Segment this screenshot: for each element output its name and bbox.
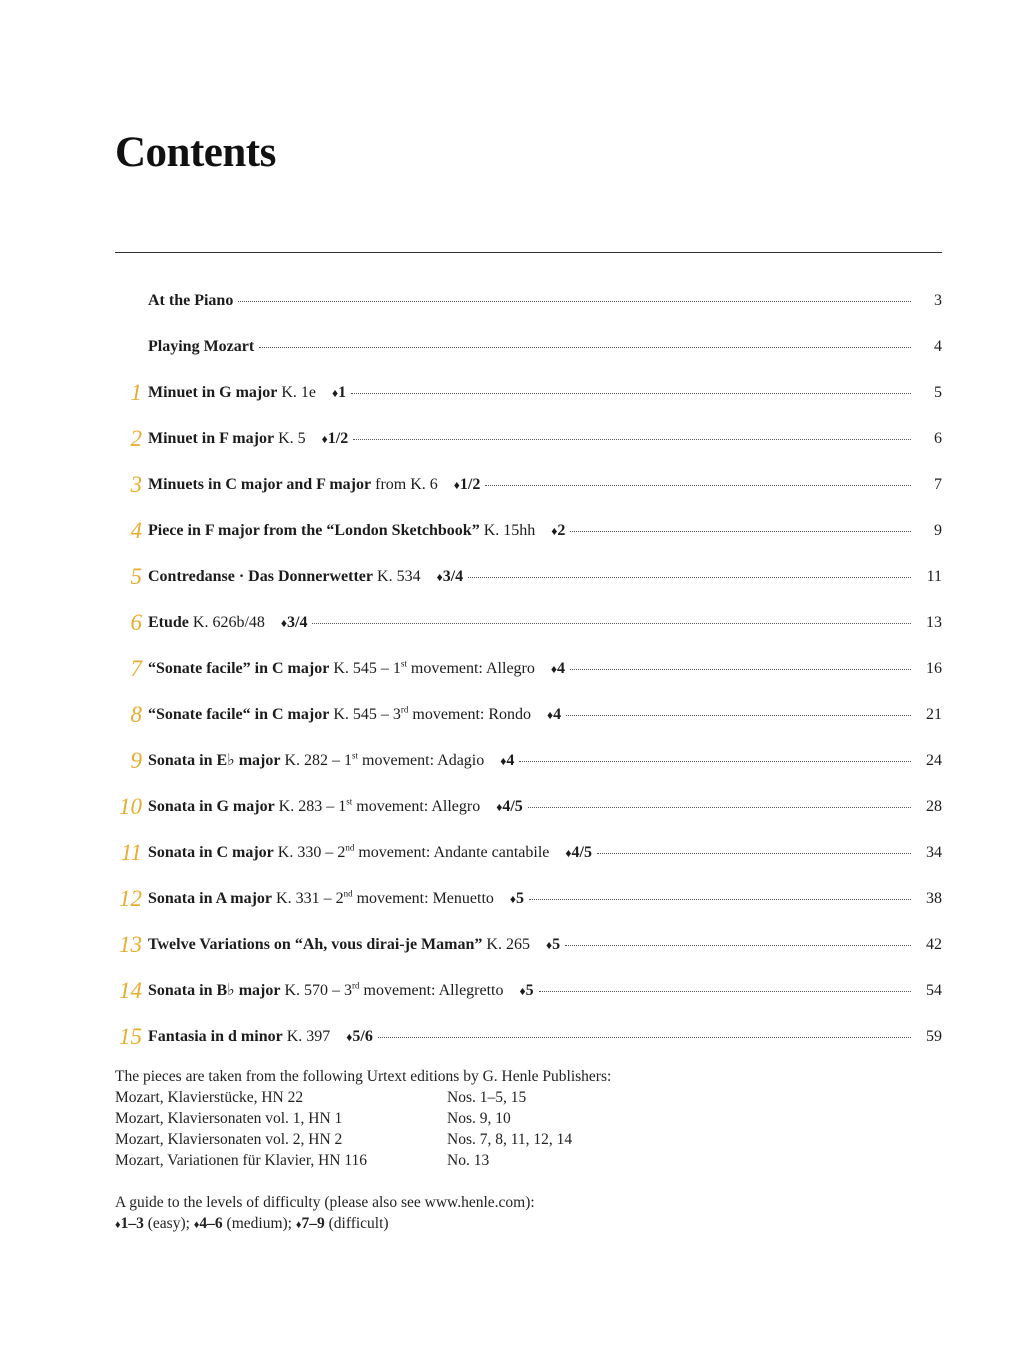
page-number: 11 bbox=[926, 568, 942, 585]
page-number: 13 bbox=[926, 614, 942, 631]
edition-title: Mozart, Klaviersonaten vol. 2, HN 2 bbox=[115, 1131, 343, 1148]
page-number: 28 bbox=[926, 798, 942, 815]
diamond-icon: ♦ bbox=[509, 892, 517, 906]
toc-entry[interactable] bbox=[115, 692, 942, 738]
level-label: (difficult) bbox=[324, 1215, 389, 1232]
entry-number: 4 bbox=[130, 518, 142, 544]
entry-body bbox=[148, 750, 942, 769]
difficulty-value: 5 bbox=[525, 982, 534, 999]
entry-number: 7 bbox=[130, 656, 142, 682]
difficulty-level bbox=[551, 523, 565, 539]
toc-entry[interactable] bbox=[115, 876, 942, 922]
entry-ordinal: st bbox=[400, 658, 407, 669]
diamond-icon: ♦ bbox=[321, 432, 328, 446]
page-number: 34 bbox=[926, 844, 942, 861]
toc-entry[interactable] bbox=[115, 1014, 942, 1060]
edition-row bbox=[115, 1129, 942, 1150]
toc-entry[interactable] bbox=[115, 370, 942, 416]
entry-body bbox=[148, 658, 942, 677]
diamond-icon: ♦ bbox=[496, 800, 503, 814]
level-label: (easy); bbox=[143, 1215, 194, 1232]
source-notes bbox=[115, 1066, 942, 1236]
dot-leader bbox=[351, 393, 911, 394]
page-number: 9 bbox=[934, 522, 942, 539]
entry-movement: movement: Rondo bbox=[408, 706, 532, 723]
difficulty-value: 5 bbox=[552, 936, 561, 953]
entry-title bbox=[148, 750, 485, 769]
entry-title bbox=[148, 431, 306, 447]
entry-number: 13 bbox=[119, 932, 142, 958]
difficulty-value: 4 bbox=[506, 752, 515, 769]
diamond-icon: ♦ bbox=[193, 1219, 200, 1231]
dot-leader bbox=[539, 991, 911, 992]
entry-body bbox=[148, 937, 942, 953]
diamond-icon: ♦ bbox=[547, 708, 554, 722]
entry-body bbox=[148, 888, 942, 907]
entry-title-bold: Playing Mozart bbox=[148, 338, 255, 355]
toc-entry[interactable] bbox=[115, 968, 942, 1014]
page-number: 5 bbox=[934, 384, 942, 401]
entry-number: 6 bbox=[130, 610, 142, 636]
toc-entry[interactable] bbox=[115, 784, 942, 830]
entry-body bbox=[148, 339, 942, 355]
entry-title bbox=[148, 937, 530, 953]
entry-catalog: K. 1e bbox=[277, 384, 316, 401]
entry-catalog: K. 283 – 1 bbox=[274, 798, 347, 815]
difficulty-level bbox=[510, 891, 524, 907]
edition-numbers: Nos. 9, 10 bbox=[447, 1110, 511, 1127]
entry-title bbox=[148, 569, 421, 585]
entry-body bbox=[148, 293, 942, 309]
entry-number: 9 bbox=[130, 748, 142, 774]
entry-body bbox=[148, 1029, 942, 1045]
edition-row bbox=[115, 1087, 942, 1108]
entry-title-bold: At the Piano bbox=[148, 292, 234, 309]
entry-catalog: K. 15hh bbox=[479, 522, 536, 539]
entry-movement: movement: Andante cantabile bbox=[354, 844, 550, 861]
dot-leader bbox=[353, 439, 911, 440]
difficulty-level bbox=[281, 615, 308, 631]
entry-title bbox=[148, 339, 254, 355]
toc-entry[interactable] bbox=[115, 278, 942, 324]
entry-title bbox=[148, 658, 535, 677]
difficulty-level bbox=[346, 1029, 373, 1045]
entry-catalog: K. 282 – 1 bbox=[280, 752, 353, 769]
difficulty-value: 3/4 bbox=[287, 614, 308, 631]
difficulty-value: 3/4 bbox=[442, 568, 464, 585]
toc-entry[interactable] bbox=[115, 738, 942, 784]
toc-entry[interactable] bbox=[115, 462, 942, 508]
entry-body bbox=[148, 615, 942, 631]
edition-numbers: No. 13 bbox=[447, 1152, 490, 1169]
level-label: (medium); bbox=[222, 1215, 296, 1232]
difficulty-level bbox=[519, 983, 533, 999]
difficulty-guide bbox=[115, 1192, 942, 1236]
entry-number: 15 bbox=[119, 1024, 142, 1050]
entry-ordinal: rd bbox=[400, 704, 409, 715]
dot-leader bbox=[378, 1037, 911, 1038]
entry-movement: movement: Allegro bbox=[406, 660, 535, 677]
entry-title bbox=[148, 842, 550, 861]
edition-title: Mozart, Klaviersonaten vol. 1, HN 1 bbox=[115, 1110, 343, 1127]
dot-leader bbox=[570, 531, 911, 532]
dot-leader bbox=[485, 485, 911, 486]
entry-title bbox=[148, 1029, 330, 1045]
dot-leader bbox=[259, 347, 911, 348]
difficulty-level bbox=[496, 799, 523, 815]
difficulty-value: 4 bbox=[557, 660, 565, 677]
page-number: 6 bbox=[934, 430, 942, 447]
entry-title bbox=[148, 523, 535, 539]
toc-entry[interactable] bbox=[115, 922, 942, 968]
entry-movement: movement: Menuetto bbox=[352, 890, 494, 907]
diamond-icon: ♦ bbox=[295, 1219, 302, 1231]
page-number: 42 bbox=[926, 936, 942, 953]
level-range: 4–6 bbox=[199, 1215, 223, 1232]
dot-leader bbox=[529, 899, 911, 900]
diamond-icon: ♦ bbox=[453, 478, 460, 492]
diamond-icon: ♦ bbox=[550, 662, 557, 676]
page-number: 16 bbox=[926, 660, 942, 677]
difficulty-level bbox=[454, 477, 481, 493]
entry-number: 11 bbox=[120, 840, 142, 866]
page-number: 7 bbox=[934, 476, 942, 493]
entry-title-bold: Minuet in F major bbox=[148, 430, 275, 447]
entry-movement: movement: Allegro bbox=[352, 798, 481, 815]
difficulty-level bbox=[437, 569, 464, 585]
entry-title bbox=[148, 704, 532, 723]
entry-catalog: K. 265 bbox=[482, 936, 530, 953]
entry-movement: movement: Allegretto bbox=[359, 982, 504, 999]
difficulty-value: 1/2 bbox=[327, 430, 349, 447]
difficulty-value: 4/5 bbox=[502, 798, 523, 815]
entry-title-bold: Minuets in C major and F major bbox=[148, 476, 372, 493]
entry-title-bold: Twelve Variations on “Ah, vous dirai-je Maman” bbox=[148, 936, 483, 953]
diamond-icon: ♦ bbox=[436, 570, 443, 584]
page-number: 38 bbox=[926, 890, 942, 907]
entry-body bbox=[148, 704, 942, 723]
entry-body bbox=[148, 477, 942, 493]
dot-leader bbox=[597, 853, 911, 854]
entry-number: 14 bbox=[119, 978, 142, 1004]
entry-catalog: K. 534 bbox=[373, 568, 421, 585]
entry-number: 10 bbox=[119, 794, 142, 820]
entry-title bbox=[148, 980, 504, 999]
entry-number: 3 bbox=[130, 472, 142, 498]
page-number: 24 bbox=[926, 752, 942, 769]
difficulty-value: 4/5 bbox=[571, 844, 592, 861]
entry-number: 1 bbox=[130, 380, 142, 406]
contents-list bbox=[115, 278, 942, 1060]
page-number: 3 bbox=[934, 292, 942, 309]
page-number: 21 bbox=[926, 706, 942, 723]
entry-title-bold: Sonata in A major bbox=[148, 890, 273, 907]
diamond-icon: ♦ bbox=[346, 1030, 353, 1044]
entry-title-bold: “Sonate facile” in C major bbox=[148, 660, 330, 677]
entry-catalog: K. 5 bbox=[274, 430, 306, 447]
entry-catalog: K. 545 – 1 bbox=[329, 660, 401, 677]
diamond-icon: ♦ bbox=[115, 1219, 121, 1231]
entry-title-bold: Minuet in G major bbox=[148, 384, 278, 401]
toc-entry[interactable] bbox=[115, 646, 942, 692]
level-range: 7–9 bbox=[301, 1215, 325, 1232]
page-number: 4 bbox=[934, 338, 942, 355]
difficulty-level bbox=[322, 431, 349, 447]
entry-ordinal: st bbox=[352, 750, 359, 761]
entry-catalog: K. 330 – 2 bbox=[273, 844, 346, 861]
dot-leader bbox=[570, 669, 911, 670]
entry-title bbox=[148, 796, 481, 815]
dot-leader bbox=[238, 301, 911, 302]
difficulty-level bbox=[500, 753, 514, 769]
entry-title-bold: “Sonate facile“ in C major bbox=[148, 706, 330, 723]
entry-catalog: K. 626b/48 bbox=[188, 614, 265, 631]
toc-entry[interactable] bbox=[115, 830, 942, 876]
difficulty-value: 5 bbox=[516, 890, 525, 907]
entry-catalog: K. 397 bbox=[282, 1028, 331, 1045]
editions-intro: The pieces are taken from the following Urtext editions by G. Henle Publishers: bbox=[115, 1068, 612, 1085]
difficulty-levels bbox=[115, 1213, 942, 1236]
diamond-icon: ♦ bbox=[500, 754, 507, 768]
page-number: 54 bbox=[926, 982, 942, 999]
editions-list bbox=[115, 1087, 942, 1171]
difficulty-level bbox=[551, 661, 565, 677]
entry-title bbox=[148, 477, 438, 493]
toc-entry[interactable] bbox=[115, 600, 942, 646]
dot-leader bbox=[519, 761, 911, 762]
toc-entry[interactable] bbox=[115, 508, 942, 554]
entry-title-bold: Fantasia in d minor bbox=[148, 1028, 283, 1045]
toc-entry[interactable] bbox=[115, 324, 942, 370]
title-divider bbox=[115, 252, 942, 253]
entry-title-bold: Contredanse · Das Donnerwetter bbox=[148, 568, 374, 585]
entry-title bbox=[148, 293, 233, 309]
difficulty-value: 1/2 bbox=[459, 476, 481, 493]
dot-leader bbox=[565, 945, 911, 946]
edition-numbers: Nos. 7, 8, 11, 12, 14 bbox=[447, 1131, 573, 1148]
level-range: 1–3 bbox=[120, 1215, 144, 1232]
difficulty-level bbox=[547, 707, 561, 723]
dot-leader bbox=[566, 715, 911, 716]
entry-catalog: K. 570 – 3 bbox=[280, 982, 353, 999]
edition-row bbox=[115, 1150, 942, 1171]
difficulty-level bbox=[565, 845, 592, 861]
difficulty-value: 4 bbox=[553, 706, 562, 723]
toc-entry[interactable] bbox=[115, 416, 942, 462]
dot-leader bbox=[468, 577, 911, 578]
entry-title-bold: Sonata in B♭ major bbox=[148, 982, 281, 999]
diamond-icon: ♦ bbox=[331, 386, 339, 400]
entry-catalog: from K. 6 bbox=[371, 476, 438, 493]
page-number: 59 bbox=[926, 1028, 942, 1045]
entry-number: 5 bbox=[130, 564, 142, 590]
difficulty-value: 2 bbox=[557, 522, 566, 539]
entry-body bbox=[148, 385, 942, 401]
toc-entry[interactable] bbox=[115, 554, 942, 600]
entry-body bbox=[148, 842, 942, 861]
entry-number: 8 bbox=[130, 702, 142, 728]
page-title: Contents bbox=[115, 129, 276, 176]
diamond-icon: ♦ bbox=[551, 524, 558, 538]
entry-body bbox=[148, 569, 942, 585]
difficulty-value: 1 bbox=[338, 384, 347, 401]
difficulty-level bbox=[332, 385, 346, 401]
entry-catalog: K. 545 – 3 bbox=[329, 706, 401, 723]
entry-movement: movement: Adagio bbox=[358, 752, 485, 769]
entry-title-bold: Sonata in E♭ major bbox=[148, 752, 281, 769]
entry-number: 2 bbox=[130, 426, 142, 452]
entry-number: 12 bbox=[119, 886, 142, 912]
diamond-icon: ♦ bbox=[545, 938, 553, 952]
entry-body bbox=[148, 523, 942, 539]
entry-body bbox=[148, 431, 942, 447]
entry-title-bold: Etude bbox=[148, 614, 189, 631]
entry-title-bold: Piece in F major from the “London Sketchbook” bbox=[148, 522, 480, 539]
difficulty-value: 5/6 bbox=[352, 1028, 373, 1045]
edition-row bbox=[115, 1108, 942, 1129]
diamond-icon: ♦ bbox=[565, 846, 572, 860]
entry-ordinal: nd bbox=[345, 842, 355, 853]
entry-title-bold: Sonata in G major bbox=[148, 798, 275, 815]
edition-numbers: Nos. 1–5, 15 bbox=[447, 1089, 527, 1106]
entry-body bbox=[148, 796, 942, 815]
dot-leader bbox=[528, 807, 911, 808]
entry-title bbox=[148, 615, 265, 631]
diamond-icon: ♦ bbox=[519, 984, 526, 998]
entry-ordinal: st bbox=[346, 796, 353, 807]
entry-title-bold: Sonata in C major bbox=[148, 844, 274, 861]
entry-title bbox=[148, 888, 494, 907]
difficulty-level bbox=[546, 937, 560, 953]
entry-catalog: K. 331 – 2 bbox=[272, 890, 344, 907]
entry-ordinal: nd bbox=[343, 888, 353, 899]
edition-title: Mozart, Klavierstücke, HN 22 bbox=[115, 1089, 304, 1106]
edition-title: Mozart, Variationen für Klavier, HN 116 bbox=[115, 1152, 368, 1169]
diamond-icon: ♦ bbox=[280, 616, 288, 630]
guide-intro: A guide to the levels of difficulty (please also see www.henle.com): bbox=[115, 1194, 535, 1211]
entry-title bbox=[148, 385, 316, 401]
dot-leader bbox=[312, 623, 911, 624]
entry-ordinal: rd bbox=[352, 980, 360, 991]
entry-body bbox=[148, 980, 942, 999]
